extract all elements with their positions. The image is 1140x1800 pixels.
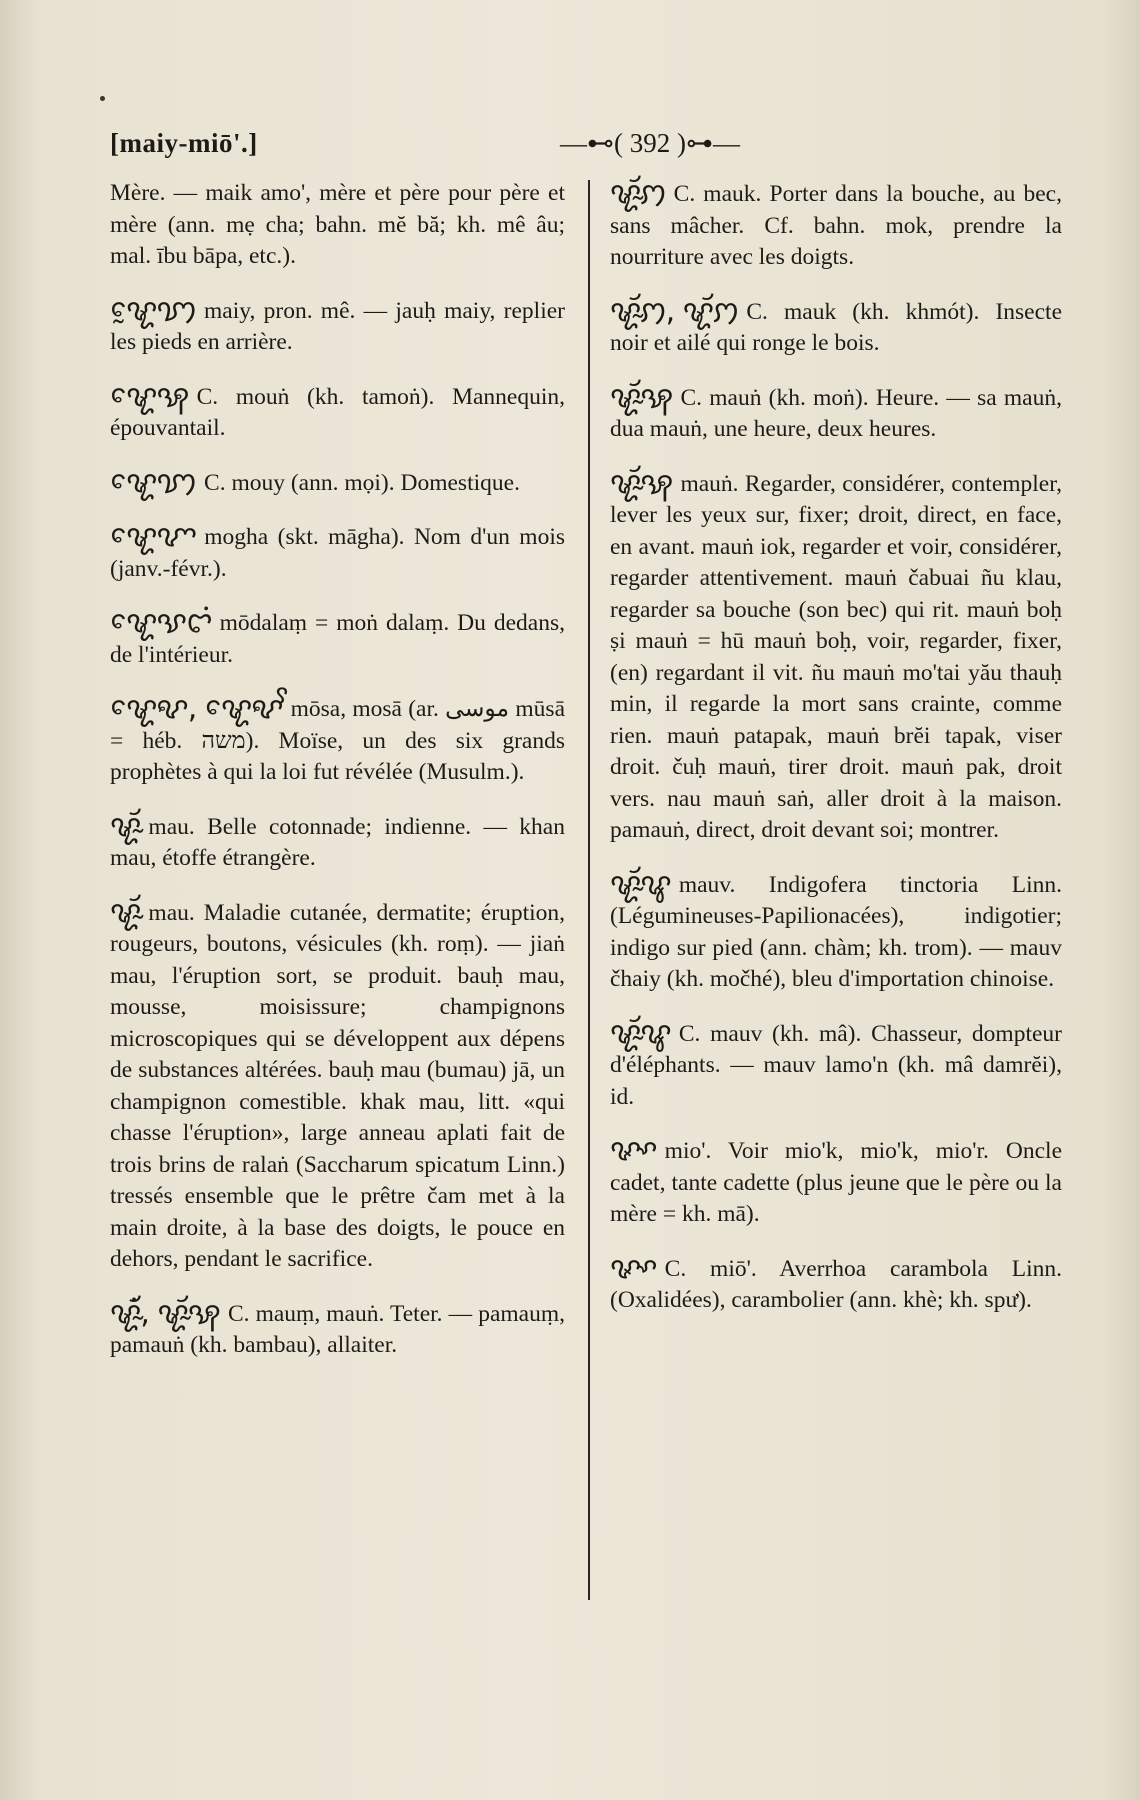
entry-text: mauv. Indigofera tinctoria Linn. (Légumineuses-Papilionacées), indigotier; indigo sur pied (ann. chàm; kh. trom). — mauv čhaiy (kh. močhé), bleu d'importation chinoise. — [610, 871, 1062, 992]
entry-text: C. mouy (ann. mọi). Domestique. — [204, 469, 520, 496]
cham-script-headword: ꨠꨮꨭ — [110, 894, 141, 930]
cham-script-headword: ꨟꨳ — [610, 1133, 657, 1168]
cham-script-headword: ꨠꨯꩂ — [110, 378, 189, 414]
entry-text: mio'. Voir mio'k, mio'k, mio'r. Oncle cadet, tante cadette (plus jeune que le père ou la mère = kh. mā). — [610, 1138, 1062, 1227]
entry-text: mogha (skt. māgha). Nom d'un mois (janv.-févr.). — [110, 524, 565, 582]
dictionary-entry — [110, 378, 565, 445]
dictionary-entry — [610, 465, 1062, 847]
dictionary-entry — [110, 292, 565, 359]
dictionary-entry — [110, 894, 565, 1276]
entry-text: C. miō'. Averrhoa carambola Linn. (Oxalidées), carambolier (ann. khè; kh. spư). — [610, 1255, 1062, 1313]
entry-text: C. mauṃ, mauṅ. Teter. — pamauṃ, pamauṅ (kh. bambau), allaiter. — [110, 1300, 565, 1358]
cham-script-headword: ꨠꨯꨉ — [110, 519, 197, 554]
running-head: [maiy-miō'.] — [110, 128, 258, 158]
page-number: —⊷( 392 )⊶— — [560, 128, 740, 158]
dictionary-entry — [610, 866, 1062, 996]
cham-script-headword: ꨠꨯꩈ — [110, 464, 197, 500]
dictionary-entry — [110, 521, 565, 585]
cham-script-headword: ꨠꨯꨕꨤꩌ — [110, 605, 212, 640]
dictionary-entry — [610, 1135, 1062, 1231]
entry-text: C. mauṅ (kh. moṅ). Heure. — sa mauṅ, dua mauṅ, une heure, deux heures. — [610, 384, 1062, 442]
entry-text: C. mauk. Porter dans la bouche, au bec, sans mâcher. Cf. bahn. mok, prendre la nourriture avec les doigts. — [610, 181, 1062, 270]
dictionary-entry — [110, 693, 565, 789]
dictionary-entry — [610, 293, 1062, 360]
dictionary-entry — [610, 1015, 1062, 1114]
dictionary-entry — [110, 808, 565, 875]
entry-text: mauṅ. Regarder, considérer, contempler, lever les yeux sur, fixer; droit, direct, en face, en avant. mauṅ iok, regarder et voir, considérer, regarder attentivement. mauṅ čabuai ñu klau, regarder sa bouche (son bec) qui rit. mauṅ boḥ ṣi mauṅ = hū mauṅ boḥ, voir, regarder, fixer, (en) regardant il vit. ñu mauṅ mo'tai yău thauḥ min, il regarde la mort sans crainte, comme rien. mauṅ patapak, mauṅ brĕi tapak, viser droit. čuḥ mauṅ, tirer droit. mauṅ pak, droit vers. nau mauṅ saṅ, aller droit à la maison. pamauṅ, direct, droit devant soi; montrer. — [610, 470, 1062, 843]
entry-text: maiy, pron. mê. — jauḥ maiy, replier les pieds en arrière. — [110, 297, 565, 355]
cham-script-headword: ꨠꨮꨭꨥ — [610, 866, 671, 902]
column-divider — [588, 180, 590, 1600]
cham-script-headword: ꨠꨰꩈ — [110, 292, 197, 328]
dictionary-entry — [110, 607, 565, 671]
cham-script-headword: ꨠꨮꨭ — [110, 808, 141, 844]
entry-text: C. mouṅ (kh. tamoṅ). Mannequin, épouvantail. — [110, 383, 565, 441]
entry-text: mau. Belle cotonnade; indienne. — khan mau, étoffe étrangère. — [110, 813, 565, 871]
entry-text: mōdalaṃ = moṅ dalaṃ. Du dedans, de l'intérieur. — [110, 610, 565, 668]
dictionary-entry — [110, 1295, 565, 1362]
entry-text: C. mauv (kh. mâ). Chasseur, dompteur d'éléphants. — mauv lamo'n (kh. mâ damrĕi), id. — [610, 1020, 1062, 1110]
ink-spot — [100, 96, 105, 101]
cham-script-headword: ꨠꨮꨭꨥ — [610, 1015, 671, 1051]
entry-text: C. mauk (kh. khmót). Insecte noir et ailé qui ronge le bois. — [610, 298, 1062, 356]
cham-script-headword: ꨟꨳ — [610, 1250, 657, 1286]
cham-script-headword: ꨠꨯꨦ, ꨠꨯꨦꨩ — [110, 691, 283, 726]
cham-script-headword: ꨠꨮꨭꩀ, ꨠꨮꩀ — [610, 293, 739, 329]
left-column — [110, 178, 565, 1384]
cham-script-headword: ꨠꨮꨭꩌ, ꨠꨮꨭꩂ — [110, 1295, 220, 1331]
dictionary-entry — [110, 464, 565, 500]
dictionary-entry — [610, 379, 1062, 446]
entry-text: Mère. — maik amo', mère et père pour père et mère (ann. mẹ cha; bahn. mĕ bă; kh. mê âu; mal. ību bāpa, etc.). — [110, 180, 565, 269]
dictionary-entry — [610, 178, 1062, 274]
cham-script-headword: ꨠꨮꨭꩂ — [610, 465, 673, 501]
entry-text: mōsa, mosā (ar. موسى mūsā = héb. משה). Moïse, un des six grands prophètes à qui la loi fut révélée (Musulm.). — [110, 696, 566, 785]
cham-script-headword: ꨠꨮꨭꩂ — [610, 379, 673, 415]
dictionary-entry — [110, 178, 565, 273]
dictionary-entry — [610, 1250, 1062, 1317]
right-column — [610, 178, 1062, 1339]
entry-text: mau. Maladie cutanée, dermatite; éruption, rougeurs, boutons, vésicules (kh. roṃ). — jiaṅ mau, l'éruption sort, se produit. bauḥ mau, mousse, moisissure; champignons microscopiques qui se développent aux dépens de substances altérées. bauḥ mau (bumau) jā, un champignon comestible. khak mau, litt. «qui chasse l'éruption», large anneau aplati fait de trois brins de ralaṅ (Saccharum spicatum Linn.) tressés ensemble que le prêtre čam met à la main droite, à la base des doigts, le pouce en dehors, pendant le sacrifice. — [110, 899, 565, 1272]
page-header — [110, 128, 1070, 168]
cham-script-headword: ꨠꨮꨭꩀ — [610, 176, 666, 211]
